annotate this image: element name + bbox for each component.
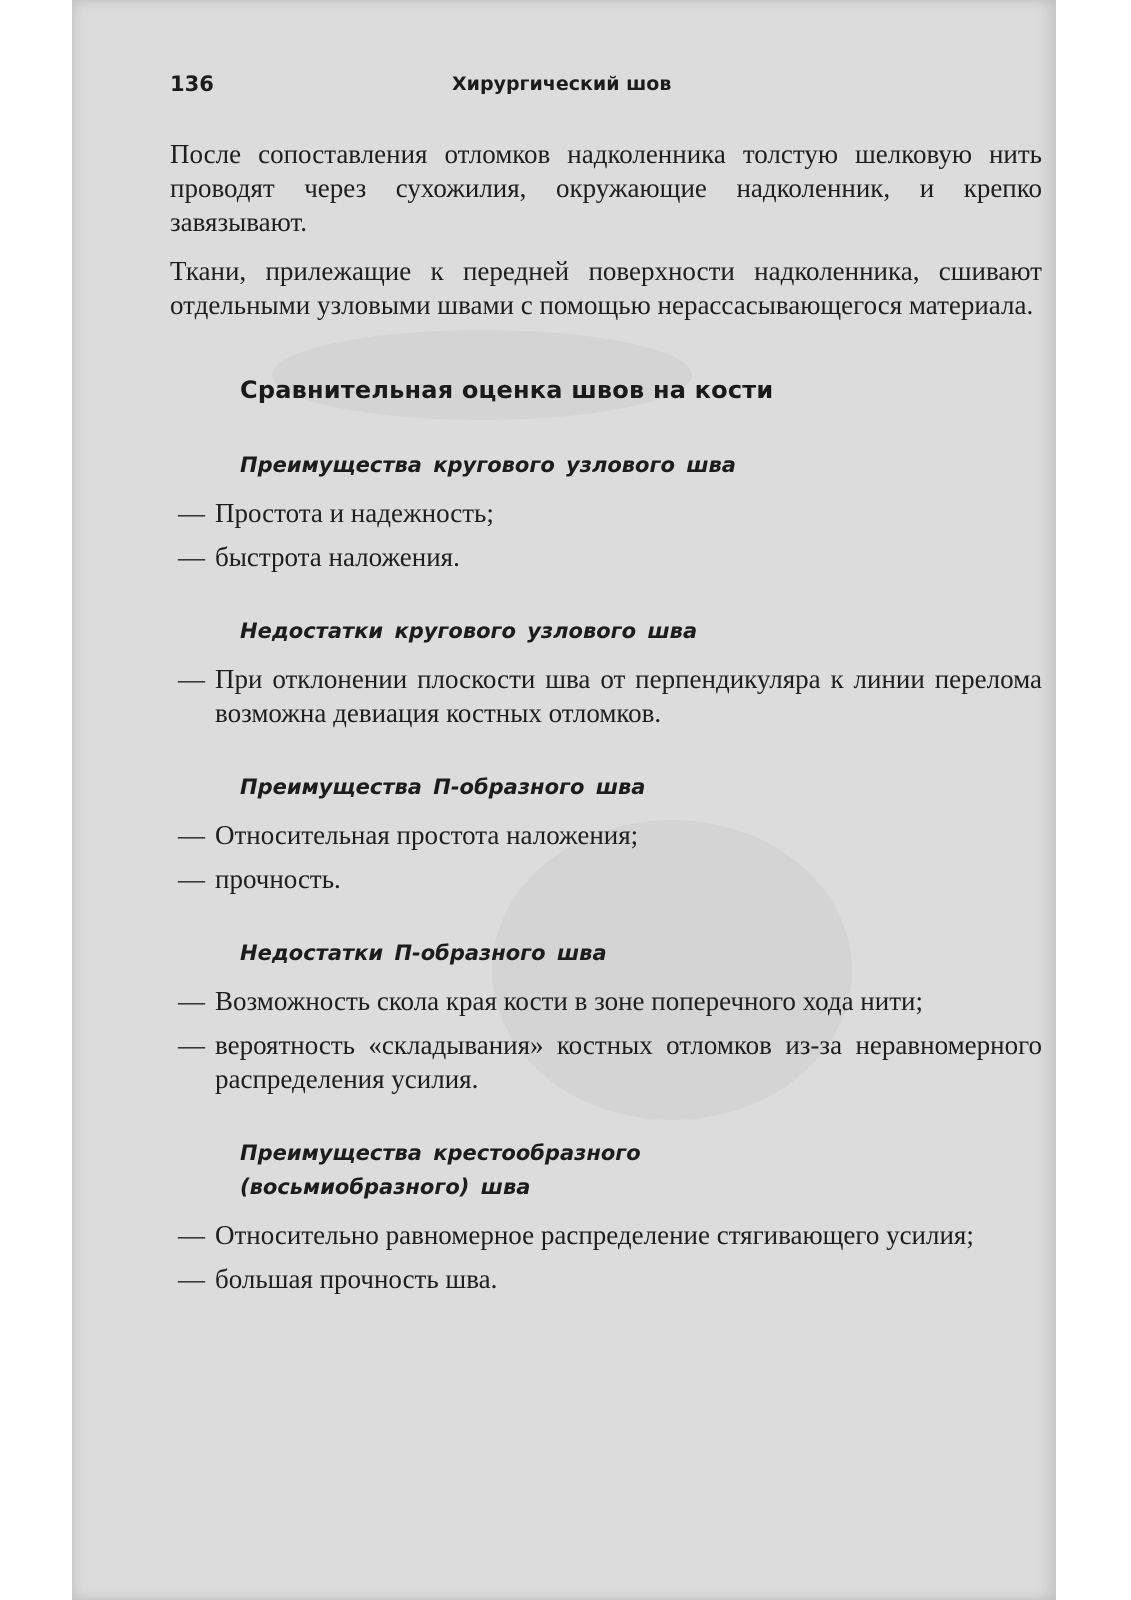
list-item [170,496,1042,530]
list-item-text: Относительно равномерное распределение стягивающего усилия; [215,1220,974,1250]
list-item [170,1218,1042,1252]
list-item [170,984,1042,1018]
list-item-text: Простота и надежность; [215,498,494,528]
dash-marker: — [178,542,205,572]
list-item-text: вероятность «складывания» костных отломков из-за неравномерного распределения усилия. [215,1030,1042,1094]
subsection-title: Недостатки кругового узлового шва [240,619,698,643]
dash-marker: — [178,1264,205,1294]
dash-marker: — [178,498,205,528]
dash-marker: — [178,1220,205,1250]
subsection [170,936,1042,1096]
subsection-title: Недостатки П-образного шва [240,941,607,965]
dash-marker: — [178,820,205,850]
subsection-title: Преимущества крестообразного (восьмиобразного) шва [240,1141,641,1199]
subsection [170,1136,1042,1296]
bullet-list [170,496,1042,574]
list-item [170,662,1042,730]
subsection-title: Преимущества П-образного шва [240,775,646,799]
page-body [170,137,1042,1306]
running-title: Хирургический шов [452,73,672,95]
page-number: 136 [170,72,214,96]
subsection [170,770,1042,896]
dash-marker: — [178,986,205,1016]
list-item-text: Относительная простота наложения; [215,820,639,850]
paragraph: После сопоставления отломков надколенника толстую шелковую нить проводят через сухожилия, окружающие надколенник, и крепко завязывают. [170,139,1042,237]
book-page [72,0,1056,1600]
list-item-text: быстрота наложения. [215,542,460,572]
subsection [170,448,1042,574]
bullet-list [170,818,1042,896]
list-item-text: прочность. [215,864,341,894]
dash-marker: — [178,864,205,894]
paragraph: Ткани, прилежащие к передней поверхности надколенника, сшивают отдельными узловыми швами с помощью нерассасывающегося материала. [170,256,1042,320]
bullet-list [170,662,1042,730]
subsection-title: Преимущества кругового узлового шва [240,453,736,477]
section-heading: Сравнительная оценка швов на кости [240,376,774,404]
list-item-text: Возможность скола края кости в зоне поперечного хода нити; [215,986,923,1016]
list-item [170,818,1042,852]
dash-marker: — [178,1030,205,1060]
list-item-text: большая прочность шва. [215,1264,498,1294]
list-item [170,540,1042,574]
list-item-text: При отклонении плоскости шва от перпендикуляра к линии перелома возможна девиация костных отломков. [215,664,1042,728]
list-item [170,1262,1042,1296]
bullet-list [170,984,1042,1096]
list-item [170,862,1042,896]
subsection [170,614,1042,730]
list-item [170,1028,1042,1096]
bullet-list [170,1218,1042,1296]
dash-marker: — [178,664,205,694]
running-head [170,72,960,102]
